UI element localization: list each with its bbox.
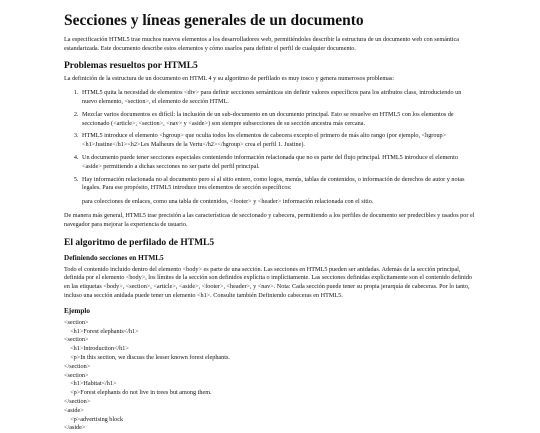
subheading-defining-sections: Definiendo secciones en HTML5 — [64, 253, 164, 262]
code-line: <h1>Introduction</h1> — [64, 345, 129, 353]
code-example — [64, 319, 476, 433]
code-line: <h1>Habitat</h1> — [64, 380, 117, 388]
intro-paragraph: La especificación HTML5 trae muchos nuevos elementos a los desarrolladores web, permitiéndoles describir la estructura de un documento web con semántica estandarizada. Este documento describe estos elementos y cómo usarlos para definir el perfil de cualquier documento. — [64, 35, 460, 52]
list-item: 1. HTML5 quita la necesidad de elementos <div> para definir secciones semánticas sin definir valores específicos para los atributos class, introduciendo un nuevo elemento, <section>, el elemento de sección HTML. — [80, 89, 476, 107]
defining-sections-paragraph: Todo el contenido incluido dentro del elemento <body> es parte de una sección. Las secciones en HTML5 pueden ser anidadas. Además de la sección principal, definida por el elemento <body>, los límites de la sección son definidos explícita o implícitamente. Las secciones definidas explícitamente son el contenido definido en las etiquetas <body>, <section>, <article>, <aside>, <footer>, <header>, y <nav>. Nota: Cada sección puede tener su propia jerarquía de cabeceras. Por lo tanto, incluso una sección anidada puede tener un elemento <h1>. Consulte también Definiendo cabeceras en HTML5. — [64, 265, 473, 299]
code-line: <section> — [64, 371, 89, 379]
page-title: Secciones y líneas generales de un documento — [64, 12, 364, 29]
code-line: <section> — [64, 318, 89, 326]
code-line: <h1>Forest elephants</h1> — [64, 327, 139, 335]
code-line: <section> — [64, 336, 89, 344]
code-line: <p>advertising block — [64, 415, 124, 423]
problems-list — [64, 89, 476, 193]
list-item: 5. Hay información relacionada no al documento pero sí al sitio entero, como logos, menús, tablas de contenidos, o información de derechos de autor y notas legales. Para ese propósito, HTML5 introduce tres elementos de sección específicos: — [80, 176, 476, 194]
list-item: 2. Mezclar varios documentos es difícil: la inclusión de un sub-documento en un documento principal. Esto se resuelve en HTML5 con los elementos de seccionado (<article>, <section>, <nav> y <aside>) son siempre subsecciones de su sección ancestra más cercana. — [80, 111, 476, 129]
closing-paragraph: De manera más general, HTML5 trae precisión a las características de seccionado y cabecera, permitiendo a los perfiles de documento ser predecibles y usados por el navegador para mejorar la experiencia de usuario. — [64, 211, 475, 228]
list-item: 4. Un documento puede tener secciones especiales conteniendo información relacionada que no es parte del flujo principal. HTML5 introduce el elemento <aside> permitiendo a dichas secciones no ser parte del perfil principal. — [80, 154, 476, 172]
subheading-example: Ejemplo — [64, 306, 90, 315]
section-heading-algorithm: El algoritmo de perfilado de HTML5 — [64, 237, 215, 248]
code-line: <aside> — [64, 406, 84, 414]
list-item: 3. HTML5 introduce el elemento <hgroup> que oculta todos los elementos de cabecera excepto el primero de más alto rango (por ejemplo, <hgroup><h1>Justine</h1><h2>Les Malheurs de la Vertu</h2></hgroup> crea el perfil 1. Justine). — [80, 132, 476, 150]
code-line: </aside> — [64, 424, 86, 432]
list-subnote: para colecciones de enlaces, como una tabla de contenidos, <footer> y <header> información relacionada con el sitio. — [82, 198, 374, 206]
problems-paragraph: La definición de la estructura de un documento en HTML 4 y su algoritmo de perfilado es muy tosco y genera numerosos problemas: — [64, 75, 395, 83]
code-line: <p>Forest elephants do not live in trees but among them. — [64, 389, 212, 397]
code-line: <p>In this section, we discuss the lesser known forest elephants. — [64, 353, 230, 361]
code-line: </section> — [64, 397, 91, 405]
section-heading-problems: Problemas resueltos por HTML5 — [64, 61, 198, 72]
code-line: </section> — [64, 362, 91, 370]
